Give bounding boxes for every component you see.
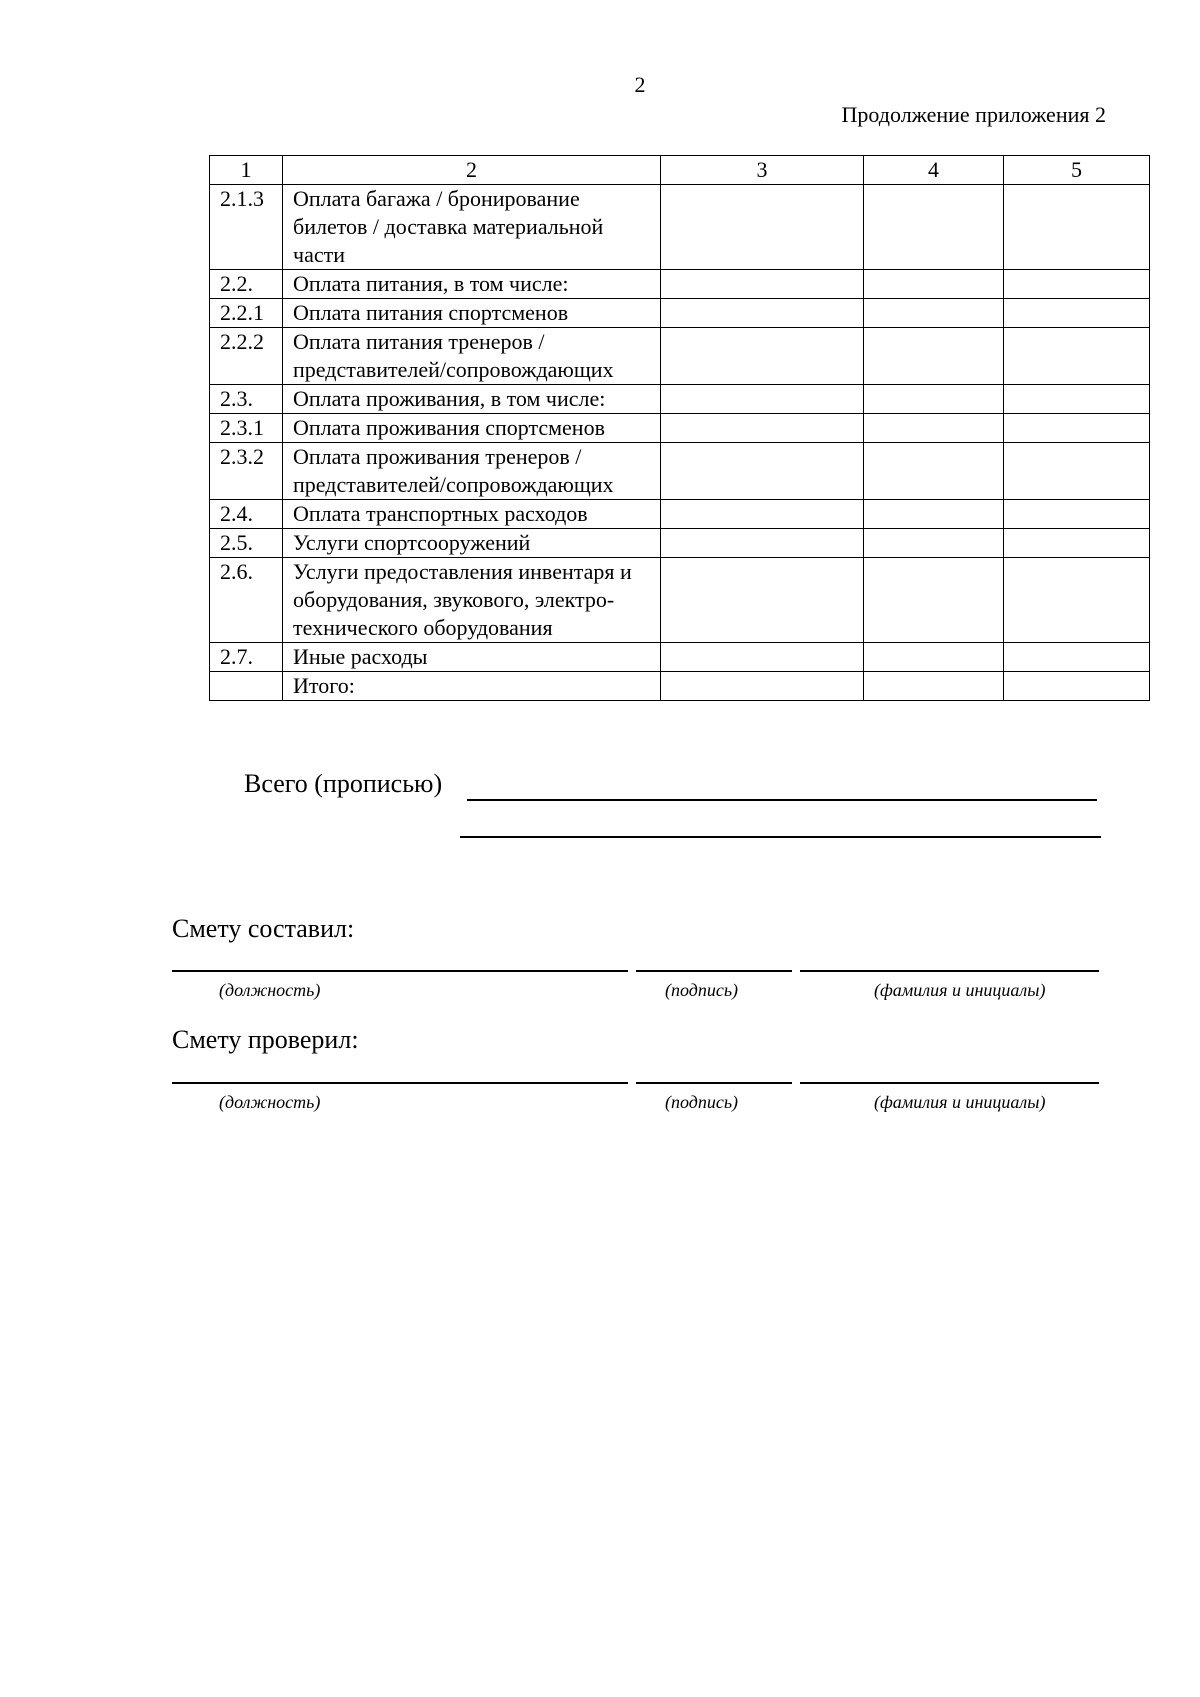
row-code: 2.2.2 [210,328,283,385]
cell-col3 [661,328,864,385]
table-row [210,328,1150,385]
cell-col4 [864,529,1004,558]
cell-col4 [864,558,1004,643]
cell-col4 [864,385,1004,414]
cell-col3 [661,672,864,701]
cell-col4 [864,270,1004,299]
cell-col3 [661,529,864,558]
cell-col3 [661,643,864,672]
cell-col3 [661,185,864,270]
table-row [210,500,1150,529]
total-in-words-line-continued[interactable] [460,836,1101,838]
column-header: 5 [1004,156,1150,185]
cell-col4 [864,414,1004,443]
compiled-signature-caption: (подпись) [665,980,739,1000]
compiled-signature-line[interactable] [636,970,792,972]
compiled-name-caption: (фамилия и инициалы) [874,980,1046,1000]
row-description: Услуги спортсооружений [283,529,661,558]
checked-position-caption: (должность) [219,1092,321,1112]
cell-col5 [1004,443,1150,500]
row-description: Оплата питания, в том числе: [283,270,661,299]
checked-name-caption: (фамилия и инициалы) [874,1092,1046,1112]
row-description: Услуги предоставления инвентаря и оборудования, звукового, электро-технического оборудования [283,558,661,643]
table-header-row [210,156,1150,185]
checked-signature-line[interactable] [636,1082,792,1084]
compiled-position-line[interactable] [172,970,628,972]
row-code: 2.3.1 [210,414,283,443]
table-row [210,385,1150,414]
row-description: Итого: [283,672,661,701]
table-row [210,558,1150,643]
checked-name-line[interactable] [800,1082,1099,1084]
cell-col3 [661,270,864,299]
total-in-words-label: Всего (прописью) [244,769,443,798]
checked-signature-caption: (подпись) [665,1092,739,1112]
page-number: 2 [634,72,646,97]
compiled-name-line[interactable] [800,970,1099,972]
cell-col5 [1004,299,1150,328]
cell-col4 [864,500,1004,529]
table-row-total [210,672,1150,701]
estimate-table [209,155,1150,701]
cell-col3 [661,443,864,500]
row-description: Оплата проживания тренеров / представителей/сопровождающих [283,443,661,500]
row-code: 2.2.1 [210,299,283,328]
column-header: 4 [864,156,1004,185]
column-header: 1 [210,156,283,185]
cell-col5 [1004,643,1150,672]
cell-col4 [864,643,1004,672]
row-description: Оплата питания тренеров / представителей/сопровождающих [283,328,661,385]
compiled-position-caption: (должность) [219,980,321,1000]
row-code: 2.3.2 [210,443,283,500]
row-description: Оплата проживания спортсменов [283,414,661,443]
cell-col5 [1004,500,1150,529]
cell-col5 [1004,558,1150,643]
cell-col5 [1004,270,1150,299]
column-header: 2 [283,156,661,185]
row-description: Иные расходы [283,643,661,672]
row-code: 2.2. [210,270,283,299]
continuation-note: Продолжение приложения 2 [841,102,1106,127]
cell-col3 [661,500,864,529]
column-header: 3 [661,156,864,185]
cell-col4 [864,443,1004,500]
table-row [210,643,1150,672]
cell-col3 [661,558,864,643]
cell-col3 [661,299,864,328]
cell-col5 [1004,672,1150,701]
row-code: 2.5. [210,529,283,558]
row-description: Оплата транспортных расходов [283,500,661,529]
cell-col5 [1004,414,1150,443]
row-code: 2.6. [210,558,283,643]
row-code [210,672,283,701]
table-row [210,414,1150,443]
cell-col4 [864,299,1004,328]
table-row [210,270,1150,299]
checked-by-heading: Смету проверил: [172,1025,359,1054]
checked-position-line[interactable] [172,1082,628,1084]
cell-col4 [864,328,1004,385]
row-code: 2.1.3 [210,185,283,270]
compiled-by-heading: Смету составил: [172,914,355,943]
row-description: Оплата проживания, в том числе: [283,385,661,414]
cell-col4 [864,672,1004,701]
row-code: 2.4. [210,500,283,529]
total-in-words-line[interactable] [467,799,1097,801]
table-row [210,185,1150,270]
table-row [210,443,1150,500]
cell-col5 [1004,529,1150,558]
table-row [210,529,1150,558]
table-row [210,299,1150,328]
row-code: 2.3. [210,385,283,414]
row-description: Оплата питания спортсменов [283,299,661,328]
cell-col3 [661,414,864,443]
cell-col5 [1004,328,1150,385]
cell-col4 [864,185,1004,270]
cell-col5 [1004,385,1150,414]
row-code: 2.7. [210,643,283,672]
row-description: Оплата багажа / бронирование билетов / доставка материальной части [283,185,661,270]
cell-col3 [661,385,864,414]
cell-col5 [1004,185,1150,270]
